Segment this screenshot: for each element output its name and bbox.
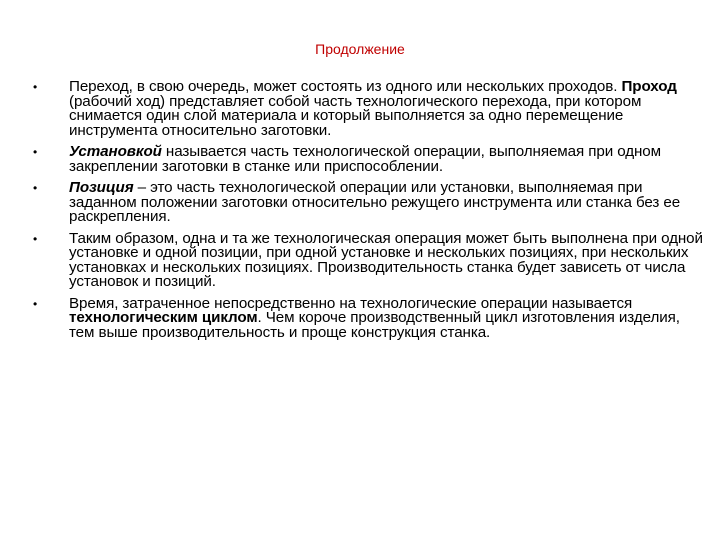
bullet-item-passage: [33, 80, 703, 138]
bullet-icon: •: [33, 181, 38, 195]
bullet-icon: •: [33, 231, 38, 246]
bullet-icon: •: [33, 296, 38, 311]
bullet-text-part: называется часть технологической операции, выполняемая при одном закреплении заготовки в станке или приспособлении.: [69, 143, 661, 175]
bullet-text-part: Время, затраченное непосредственно на технологические операции называется: [69, 294, 633, 312]
slide-title: Продолжение: [315, 41, 405, 57]
bullet-icon: •: [33, 145, 38, 159]
bullet-text-part: Таким образом, одна и та же технологическая операция может быть выполнена при одной установке и одной позиции, при одной установке и нескольких позициях, при нескольких установках и нескольких позициях. Производительность станка будет зависеть от числа установок и позиций.: [69, 229, 703, 290]
bullet-text: [69, 145, 703, 174]
bullet-list: [33, 80, 703, 347]
term-passage: Проход: [621, 78, 677, 95]
bullet-item-cycle: [33, 294, 703, 341]
bullet-text-part: Переход, в свою очередь, может состоять из одного или нескольких проходов.: [69, 78, 622, 95]
bullet-item-setup: [33, 145, 703, 174]
bullet-item-productivity: [33, 229, 703, 290]
bullet-text: [69, 229, 703, 290]
term-technological-cycle: технологическим циклом: [69, 309, 258, 326]
bullet-text-part: . Чем короче производственный цикл изготовления изделия, тем выше производительность и проще конструкция станка.: [69, 309, 680, 341]
bullet-text: [69, 181, 703, 225]
term-position: Позиция: [69, 179, 134, 196]
bullet-text-part: (рабочий ход) представляет собой часть технологического перехода, при котором снимается один слой материала и который выполняется за одно перемещение инструмента относительно заготовки.: [69, 92, 642, 139]
term-setup: Установкой: [69, 143, 162, 160]
bullet-text-part: – это часть технологической операции или установки, выполняемая при заданном положении заготовки относительно режущего инструмента или станка без ее раскрепления.: [69, 179, 681, 225]
bullet-icon: •: [33, 80, 38, 94]
bullet-text: [69, 294, 703, 341]
bullet-text: [69, 80, 703, 138]
bullet-item-position: [33, 181, 703, 225]
